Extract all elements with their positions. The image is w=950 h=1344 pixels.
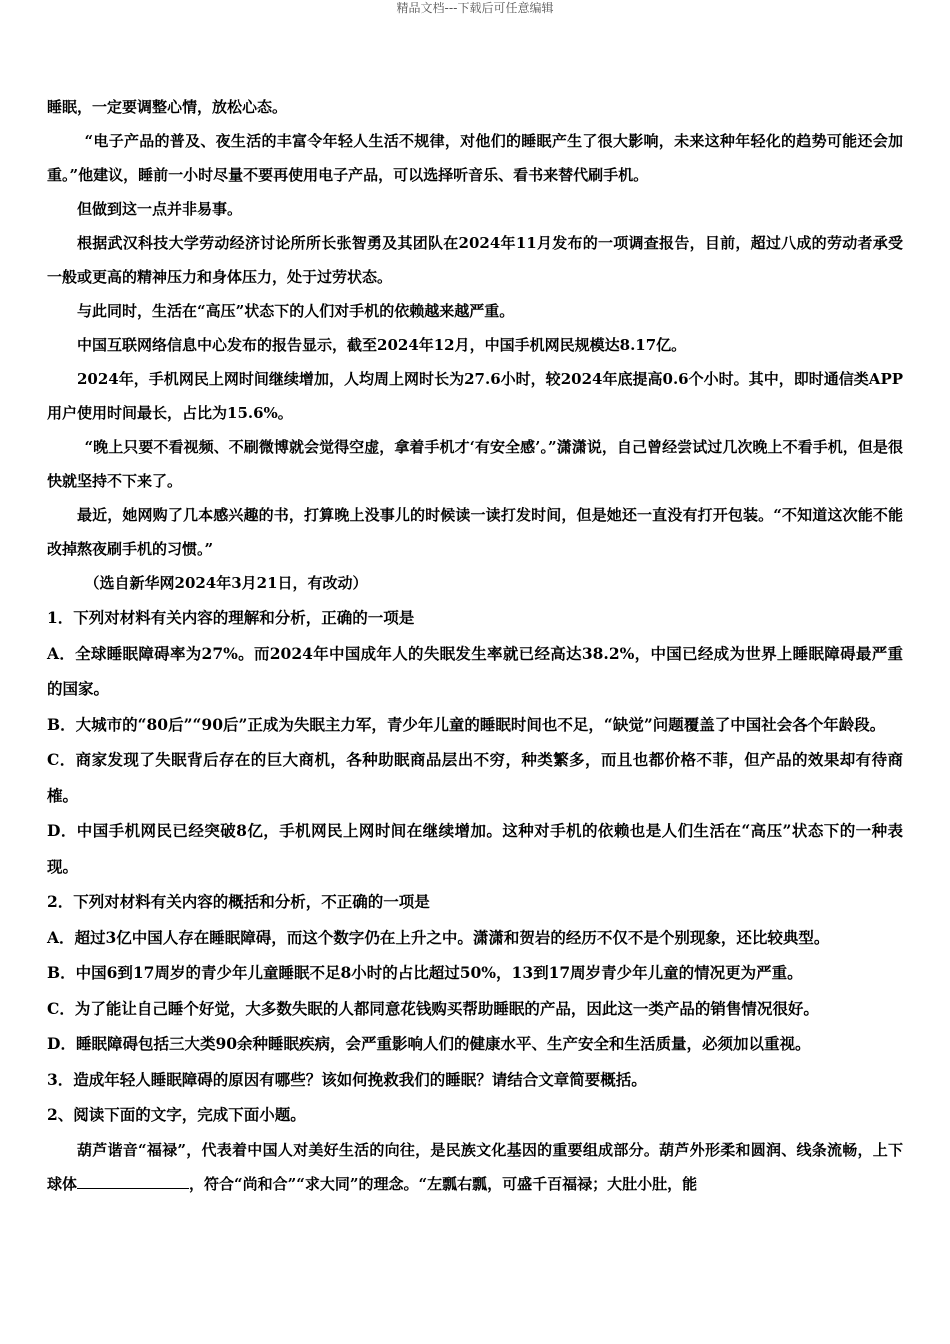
section-2-text-part1: 葫芦谐音“福禄”，代表着中国人对美好生活的向往，是民族文化基因的重要组成部分。葫芦外形柔和圆润、线条流畅，上下球体	[47, 1140, 903, 1193]
paragraph: “晚上只要不看视频、不刷微博就会觉得空虚，拿着手机才‘有安全感’。”潇潇说，自己曾经尝试过几次晚上不看手机，但是很快就坚持不下来了。	[47, 438, 903, 490]
section-2-intro: 2、阅读下面的文字，完成下面小题。	[47, 1105, 306, 1124]
question-3-stem: 3．造成年轻人睡眠障碍的原因有哪些？该如何挽救我们的睡眠？请结合文章简要概括。	[47, 1069, 647, 1089]
document-body	[47, 90, 903, 1201]
question-1-option-a: A．全球睡眠障碍率为27%。而2024年中国成年人的失眠发生率就已经高达38.2%，中国已经成为世界上睡眠障碍最严重的国家。	[47, 643, 903, 698]
question-1-option-c: C．商家发现了失眠背后存在的巨大商机，各种助眠商品层出不穷，种类繁多，而且也都价格不菲，但产品的效果却有待商榷。	[47, 750, 903, 805]
question-2-option-d: D．睡眠障碍包括三大类90余种睡眠疾病，会严重影响人们的健康水平、生产安全和生活质量，必须加以重视。	[47, 1034, 811, 1053]
question-1-option-b: B．大城市的“80后”“90后”正成为失眠主力军，青少年儿童的睡眠时间也不足，“缺觉”问题覆盖了中国社会各个年龄段。	[47, 714, 886, 734]
question-1-option-d: D．中国手机网民已经突破8亿，手机网民上网时间在继续增加。这种对手机的依赖也是人们生活在“高压”状态下的一种表现。	[47, 821, 903, 876]
question-1-stem: 1．下列对材料有关内容的理解和分析，正确的一项是	[47, 608, 415, 627]
paragraph: 但做到这一点并非易事。	[77, 200, 243, 218]
paragraph: 中国互联网络信息中心发布的报告显示，截至2024年12月，中国手机网民规模达8.17亿。	[77, 336, 687, 354]
paragraph: “电子产品的普及、夜生活的丰富令年轻人生活不规律，对他们的睡眠产生了很大影响，未来这种年轻化的趋势可能还会加重。”他建议，睡前一小时尽量不要再使用电子产品，可以选择听音乐、看书来替代刷手机。	[47, 132, 903, 184]
section-2-paragraph	[47, 1133, 903, 1201]
question-2-option-b: B．中国6到17周岁的青少年儿童睡眠不足8小时的占比超过50%，13到17周岁青少年儿童的情况更为严重。	[47, 963, 803, 982]
page-header: 精品文档---下载后可任意编辑	[396, 1, 554, 15]
section-2-text-part2: ，符合“尚和合”“求大同”的理念。“左瓢右瓢，可盛千百福禄；大肚小肚，能	[189, 1174, 698, 1193]
question-2-option-c: C．为了能让自己睡个好觉，大多数失眠的人都同意花钱购买帮助睡眠的产品，因此这一类产品的销售情况很好。	[47, 998, 819, 1018]
paragraph: 睡眠，一定要调整心情，放松心态。	[47, 98, 288, 116]
question-2-stem: 2．下列对材料有关内容的概括和分析，不正确的一项是	[47, 892, 430, 911]
source-citation: （选自新华网2024年3月21日，有改动）	[84, 574, 368, 592]
paragraph: 最近，她网购了几本感兴趣的书，打算晚上没事儿的时候读一读打发时间，但是她还一直没有打开包装。“不知道这次能不能改掉熬夜刷手机的习惯。”	[47, 506, 903, 558]
question-2-option-a: A．超过3亿中国人存在睡眠障碍，而这个数字仍在上升之中。潇潇和贺岩的经历不仅不是个别现象，还比较典型。	[47, 927, 830, 947]
paragraph: 2024年，手机网民上网时间继续增加，人均周上网时长为27.6小时，较2024年底提高0.6个小时。其中，即时通信类APP用户使用时间最长，占比为15.6%。	[47, 370, 903, 422]
paragraph: 与此同时，生活在“高压”状态下的人们对手机的依赖越来越严重。	[77, 302, 515, 320]
paragraph: 根据武汉科技大学劳动经济讨论所所长张智勇及其团队在2024年11月发布的一项调查报告，目前，超过八成的劳动者承受一般或更高的精神压力和身体压力，处于过劳状态。	[47, 234, 903, 286]
fill-in-blank	[77, 1174, 189, 1189]
